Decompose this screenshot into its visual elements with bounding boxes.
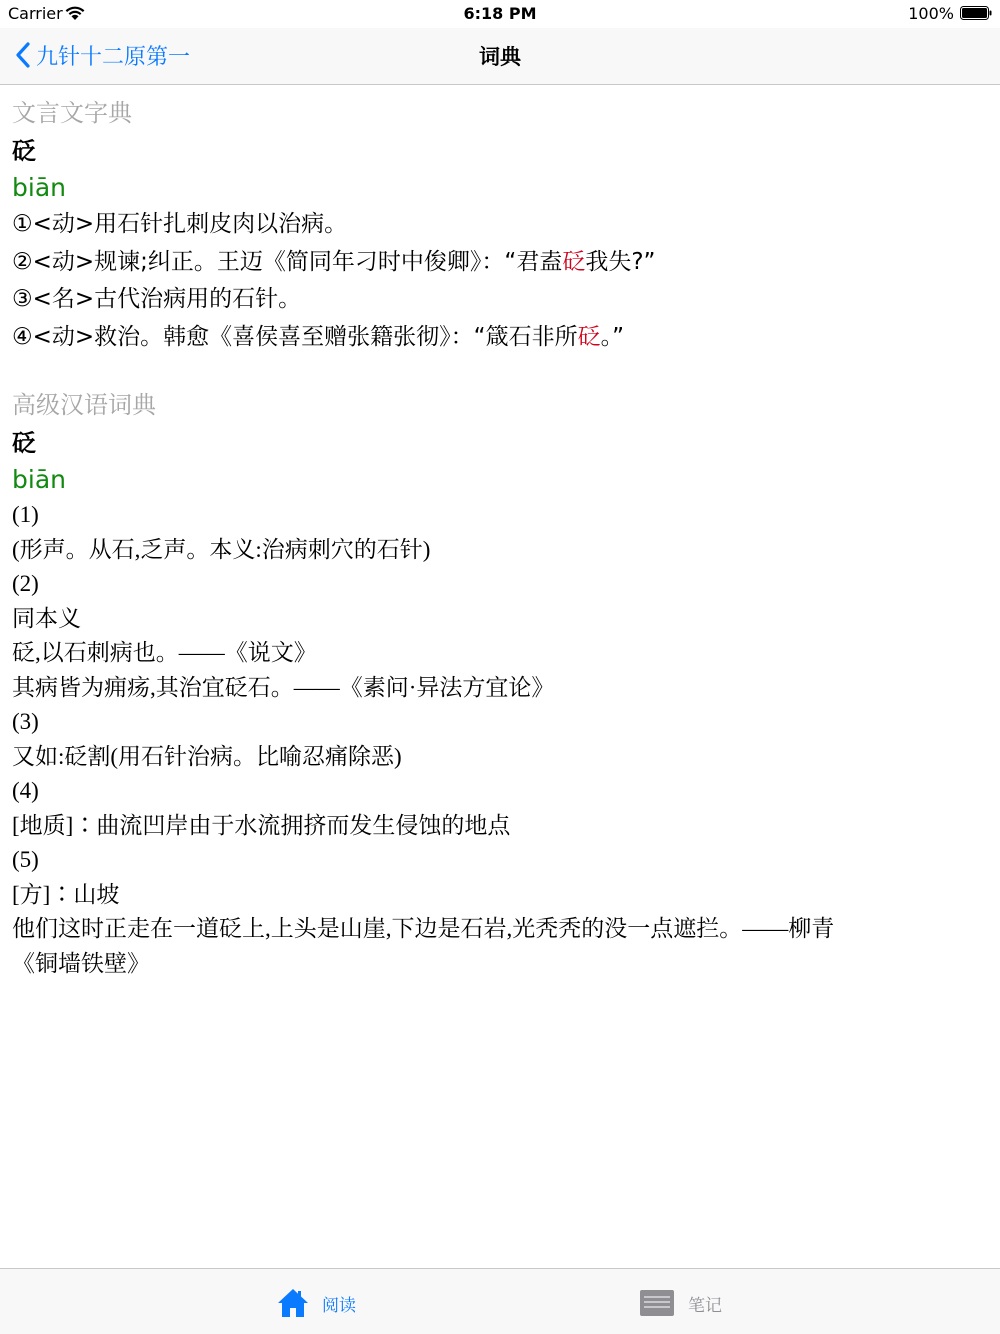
definition-text: 我失?” [585, 248, 656, 275]
definition-line: 同本义 [12, 605, 81, 631]
back-button-label: 九针十二原第一 [36, 44, 191, 70]
citation-line: 砭,以石刺病也。——《说文》 [12, 640, 317, 665]
citation-line: 他们这时正走在一道砭上,上头是山崖,下边是石岩,光秃秃的没一点遮拦。——柳青 [12, 916, 835, 941]
definition-text: 。” [600, 323, 624, 350]
navigation-bar [0, 28, 1000, 85]
battery-icon [960, 6, 992, 20]
definition-line: 又如:砭割(用石针治病。比喻忍痛除恶) [12, 743, 402, 769]
definition-line: [地质]∶曲流凹岸由于水流拥挤而发生侵蚀的地点 [12, 812, 511, 838]
dictionary-section-classical [12, 94, 988, 356]
definition-text: ②<动>规谏;纠正。王迈《简同年刁时中俊卿》：“君盍 [12, 248, 563, 275]
highlighted-char: 砭 [577, 323, 601, 350]
citation-line: 其病皆为痈疡,其治宜砭石。——《素问·异法方宜论》 [12, 674, 555, 700]
definition-line [12, 319, 988, 357]
sense-number: (3) [12, 709, 39, 734]
definition-line: ①<动>用石针扎刺皮肉以治病。 [12, 211, 348, 237]
home-icon [276, 1287, 310, 1319]
sense-number: (4) [12, 778, 39, 803]
carrier-label: Carrier [8, 4, 63, 23]
dictionary-content[interactable] [12, 94, 988, 1264]
sense-number: (1) [12, 502, 39, 527]
sense-number: (2) [12, 571, 39, 596]
notes-icon [638, 1288, 676, 1318]
definition-line [12, 244, 988, 282]
sense-number: (5) [12, 847, 39, 872]
highlighted-char: 砭 [562, 248, 586, 275]
section-title: 文言文字典 [12, 99, 132, 127]
definition-line: (形声。从石,乏声。本义:治病刺穴的石针) [12, 536, 431, 562]
pinyin: biān [12, 173, 66, 202]
status-bar [0, 0, 1000, 28]
definition-line: [方]∶山坡 [12, 881, 120, 907]
tab-read[interactable] [276, 1283, 356, 1323]
tab-bar [0, 1268, 1000, 1334]
battery-percent: 100% [908, 4, 954, 23]
definition-line: ③<名>古代治病用的石针。 [12, 286, 302, 312]
headword: 砭 [12, 137, 36, 165]
definition-text: ④<动>救治。韩愈《喜侯喜至赠张籍张彻》：“箴石非所 [12, 323, 578, 350]
dictionary-section-advanced [12, 386, 988, 981]
pinyin: biān [12, 465, 66, 494]
tab-notes-label: 笔记 [688, 1295, 722, 1316]
status-time: 6:18 PM [463, 4, 537, 23]
headword: 砭 [12, 429, 36, 457]
tab-notes[interactable] [638, 1283, 722, 1323]
citation-line: 《铜墙铁壁》 [12, 950, 150, 976]
tab-read-label: 阅读 [322, 1295, 356, 1316]
page-title: 词典 [479, 45, 521, 69]
section-title: 高级汉语词典 [12, 391, 156, 419]
